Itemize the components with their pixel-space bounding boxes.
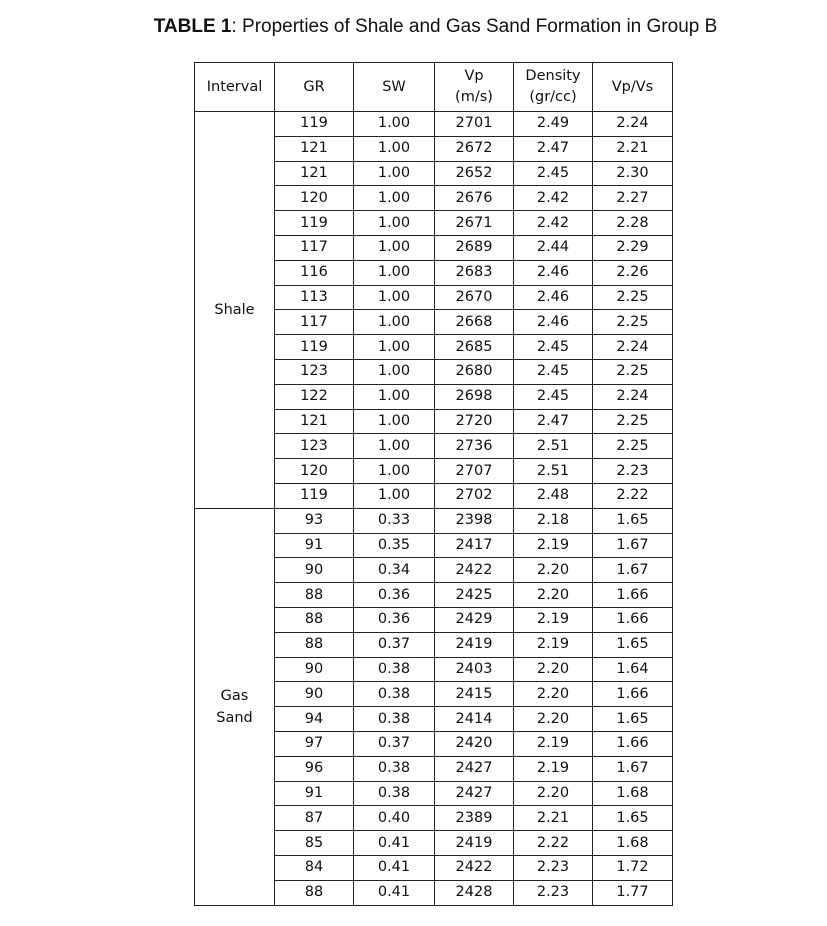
gr-cell: 122 — [275, 384, 354, 409]
gr-cell: 97 — [275, 731, 354, 756]
vpvs-cell: 2.24 — [593, 335, 673, 360]
vpvs-cell: 2.25 — [593, 409, 673, 434]
gr-cell: 117 — [275, 235, 354, 260]
vp-cell: 2427 — [435, 781, 514, 806]
vp-cell: 2429 — [435, 607, 514, 632]
density-cell: 2.47 — [514, 136, 593, 161]
density-cell: 2.19 — [514, 756, 593, 781]
vpvs-cell: 2.26 — [593, 260, 673, 285]
gr-cell: 117 — [275, 310, 354, 335]
gr-cell: 90 — [275, 558, 354, 583]
gr-cell: 121 — [275, 409, 354, 434]
density-cell: 2.45 — [514, 335, 593, 360]
vpvs-cell: 1.64 — [593, 657, 673, 682]
vp-cell: 2425 — [435, 583, 514, 608]
header-density-line1: Density — [525, 68, 581, 84]
header-row — [195, 63, 673, 112]
gr-cell: 91 — [275, 781, 354, 806]
gr-cell: 94 — [275, 707, 354, 732]
interval-label: Sand — [216, 709, 253, 726]
gr-cell: 119 — [275, 483, 354, 508]
interval-cell — [195, 508, 275, 905]
density-cell: 2.46 — [514, 285, 593, 310]
sw-cell: 0.33 — [354, 508, 435, 533]
gr-cell: 119 — [275, 335, 354, 360]
sw-cell: 0.35 — [354, 533, 435, 558]
density-cell: 2.20 — [514, 657, 593, 682]
gr-cell: 121 — [275, 161, 354, 186]
density-cell: 2.47 — [514, 409, 593, 434]
vpvs-cell: 2.21 — [593, 136, 673, 161]
sw-cell: 1.00 — [354, 310, 435, 335]
vp-cell: 2419 — [435, 632, 514, 657]
vp-cell: 2420 — [435, 731, 514, 756]
vpvs-cell: 2.25 — [593, 359, 673, 384]
table-caption-text: : Properties of Shale and Gas Sand Formation in Group B — [231, 16, 718, 37]
sw-cell: 1.00 — [354, 409, 435, 434]
density-cell: 2.46 — [514, 260, 593, 285]
vp-cell: 2417 — [435, 533, 514, 558]
interval-cell — [195, 112, 275, 509]
vp-cell: 2680 — [435, 359, 514, 384]
sw-cell: 0.34 — [354, 558, 435, 583]
table-header — [195, 63, 673, 112]
vpvs-cell: 1.72 — [593, 855, 673, 880]
sw-cell: 1.00 — [354, 186, 435, 211]
density-cell: 2.45 — [514, 161, 593, 186]
vp-cell: 2398 — [435, 508, 514, 533]
vpvs-cell: 2.27 — [593, 186, 673, 211]
gr-cell: 120 — [275, 186, 354, 211]
vpvs-cell: 1.65 — [593, 707, 673, 732]
gr-cell: 119 — [275, 211, 354, 236]
gr-cell: 88 — [275, 632, 354, 657]
gr-cell: 91 — [275, 533, 354, 558]
vpvs-cell: 1.65 — [593, 806, 673, 831]
vp-cell: 2689 — [435, 235, 514, 260]
header-vpvs: Vp/Vs — [593, 63, 673, 112]
table-row — [195, 508, 673, 533]
vp-cell: 2672 — [435, 136, 514, 161]
vpvs-cell: 2.25 — [593, 285, 673, 310]
vpvs-cell: 1.66 — [593, 607, 673, 632]
vp-cell: 2414 — [435, 707, 514, 732]
sw-cell: 1.00 — [354, 112, 435, 137]
density-cell: 2.51 — [514, 459, 593, 484]
table-row — [195, 112, 673, 137]
sw-cell: 1.00 — [354, 260, 435, 285]
vpvs-cell: 1.65 — [593, 508, 673, 533]
vpvs-cell: 2.28 — [593, 211, 673, 236]
density-cell: 2.20 — [514, 682, 593, 707]
header-interval: Interval — [195, 63, 275, 112]
density-cell: 2.23 — [514, 855, 593, 880]
interval-label: Gas — [220, 687, 249, 704]
header-sw: SW — [354, 63, 435, 112]
sw-cell: 0.37 — [354, 632, 435, 657]
gr-cell: 123 — [275, 359, 354, 384]
density-cell: 2.48 — [514, 483, 593, 508]
vp-cell: 2427 — [435, 756, 514, 781]
density-cell: 2.22 — [514, 831, 593, 856]
gr-cell: 119 — [275, 112, 354, 137]
vpvs-cell: 1.77 — [593, 880, 673, 905]
sw-cell: 1.00 — [354, 359, 435, 384]
density-cell: 2.23 — [514, 880, 593, 905]
vp-cell: 2403 — [435, 657, 514, 682]
density-cell: 2.18 — [514, 508, 593, 533]
properties-table — [194, 62, 673, 906]
sw-cell: 1.00 — [354, 483, 435, 508]
sw-cell: 1.00 — [354, 459, 435, 484]
vp-cell: 2668 — [435, 310, 514, 335]
density-cell: 2.21 — [514, 806, 593, 831]
vpvs-cell: 1.67 — [593, 756, 673, 781]
density-cell: 2.44 — [514, 235, 593, 260]
vpvs-cell: 1.66 — [593, 731, 673, 756]
vpvs-cell: 2.30 — [593, 161, 673, 186]
vp-cell: 2428 — [435, 880, 514, 905]
table-body — [195, 112, 673, 906]
gr-cell: 96 — [275, 756, 354, 781]
sw-cell: 0.41 — [354, 880, 435, 905]
sw-cell: 0.38 — [354, 657, 435, 682]
vp-cell: 2419 — [435, 831, 514, 856]
table-caption-label: TABLE 1 — [153, 16, 232, 37]
gr-cell: 121 — [275, 136, 354, 161]
density-cell: 2.19 — [514, 533, 593, 558]
gr-cell: 87 — [275, 806, 354, 831]
gr-cell: 90 — [275, 682, 354, 707]
vp-cell: 2422 — [435, 558, 514, 583]
vp-cell: 2698 — [435, 384, 514, 409]
table-caption — [0, 16, 827, 38]
sw-cell: 0.41 — [354, 855, 435, 880]
vpvs-cell: 2.22 — [593, 483, 673, 508]
header-density — [514, 63, 593, 112]
vp-cell: 2389 — [435, 806, 514, 831]
vpvs-cell: 1.66 — [593, 682, 673, 707]
gr-cell: 90 — [275, 657, 354, 682]
vpvs-cell: 1.67 — [593, 558, 673, 583]
sw-cell: 1.00 — [354, 335, 435, 360]
sw-cell: 0.36 — [354, 583, 435, 608]
gr-cell: 85 — [275, 831, 354, 856]
gr-cell: 123 — [275, 434, 354, 459]
density-cell: 2.20 — [514, 707, 593, 732]
vp-cell: 2671 — [435, 211, 514, 236]
vpvs-cell: 1.65 — [593, 632, 673, 657]
vpvs-cell: 1.68 — [593, 781, 673, 806]
sw-cell: 1.00 — [354, 384, 435, 409]
vpvs-cell: 1.68 — [593, 831, 673, 856]
vpvs-cell: 1.66 — [593, 583, 673, 608]
header-vp — [435, 63, 514, 112]
sw-cell: 0.38 — [354, 781, 435, 806]
density-cell: 2.19 — [514, 632, 593, 657]
vpvs-cell: 2.24 — [593, 112, 673, 137]
vp-cell: 2422 — [435, 855, 514, 880]
sw-cell: 1.00 — [354, 161, 435, 186]
vp-cell: 2685 — [435, 335, 514, 360]
header-vp-line2: (m/s) — [455, 89, 493, 105]
interval-label: Shale — [214, 301, 255, 318]
vpvs-cell: 2.25 — [593, 434, 673, 459]
sw-cell: 0.37 — [354, 731, 435, 756]
vpvs-cell: 2.25 — [593, 310, 673, 335]
gr-cell: 88 — [275, 583, 354, 608]
density-cell: 2.49 — [514, 112, 593, 137]
sw-cell: 0.38 — [354, 707, 435, 732]
sw-cell: 1.00 — [354, 434, 435, 459]
density-cell: 2.51 — [514, 434, 593, 459]
density-cell: 2.19 — [514, 607, 593, 632]
gr-cell: 93 — [275, 508, 354, 533]
sw-cell: 1.00 — [354, 136, 435, 161]
gr-cell: 88 — [275, 607, 354, 632]
vp-cell: 2702 — [435, 483, 514, 508]
sw-cell: 0.38 — [354, 756, 435, 781]
vp-cell: 2736 — [435, 434, 514, 459]
gr-cell: 84 — [275, 855, 354, 880]
sw-cell: 0.38 — [354, 682, 435, 707]
density-cell: 2.45 — [514, 384, 593, 409]
sw-cell: 1.00 — [354, 235, 435, 260]
vp-cell: 2683 — [435, 260, 514, 285]
sw-cell: 0.40 — [354, 806, 435, 831]
sw-cell: 1.00 — [354, 285, 435, 310]
vpvs-cell: 2.29 — [593, 235, 673, 260]
density-cell: 2.19 — [514, 731, 593, 756]
gr-cell: 113 — [275, 285, 354, 310]
gr-cell: 116 — [275, 260, 354, 285]
vp-cell: 2670 — [435, 285, 514, 310]
vp-cell: 2720 — [435, 409, 514, 434]
vpvs-cell: 2.23 — [593, 459, 673, 484]
gr-cell: 120 — [275, 459, 354, 484]
vpvs-cell: 1.67 — [593, 533, 673, 558]
sw-cell: 0.36 — [354, 607, 435, 632]
vp-cell: 2707 — [435, 459, 514, 484]
sw-cell: 0.41 — [354, 831, 435, 856]
density-cell: 2.46 — [514, 310, 593, 335]
header-vp-line1: Vp — [464, 68, 484, 84]
vp-cell: 2652 — [435, 161, 514, 186]
header-density-line2: (gr/cc) — [529, 89, 577, 105]
gr-cell: 88 — [275, 880, 354, 905]
vp-cell: 2676 — [435, 186, 514, 211]
vp-cell: 2701 — [435, 112, 514, 137]
header-gr: GR — [275, 63, 354, 112]
sw-cell: 1.00 — [354, 211, 435, 236]
density-cell: 2.20 — [514, 558, 593, 583]
density-cell: 2.42 — [514, 211, 593, 236]
density-cell: 2.45 — [514, 359, 593, 384]
vpvs-cell: 2.24 — [593, 384, 673, 409]
vp-cell: 2415 — [435, 682, 514, 707]
density-cell: 2.42 — [514, 186, 593, 211]
density-cell: 2.20 — [514, 781, 593, 806]
density-cell: 2.20 — [514, 583, 593, 608]
